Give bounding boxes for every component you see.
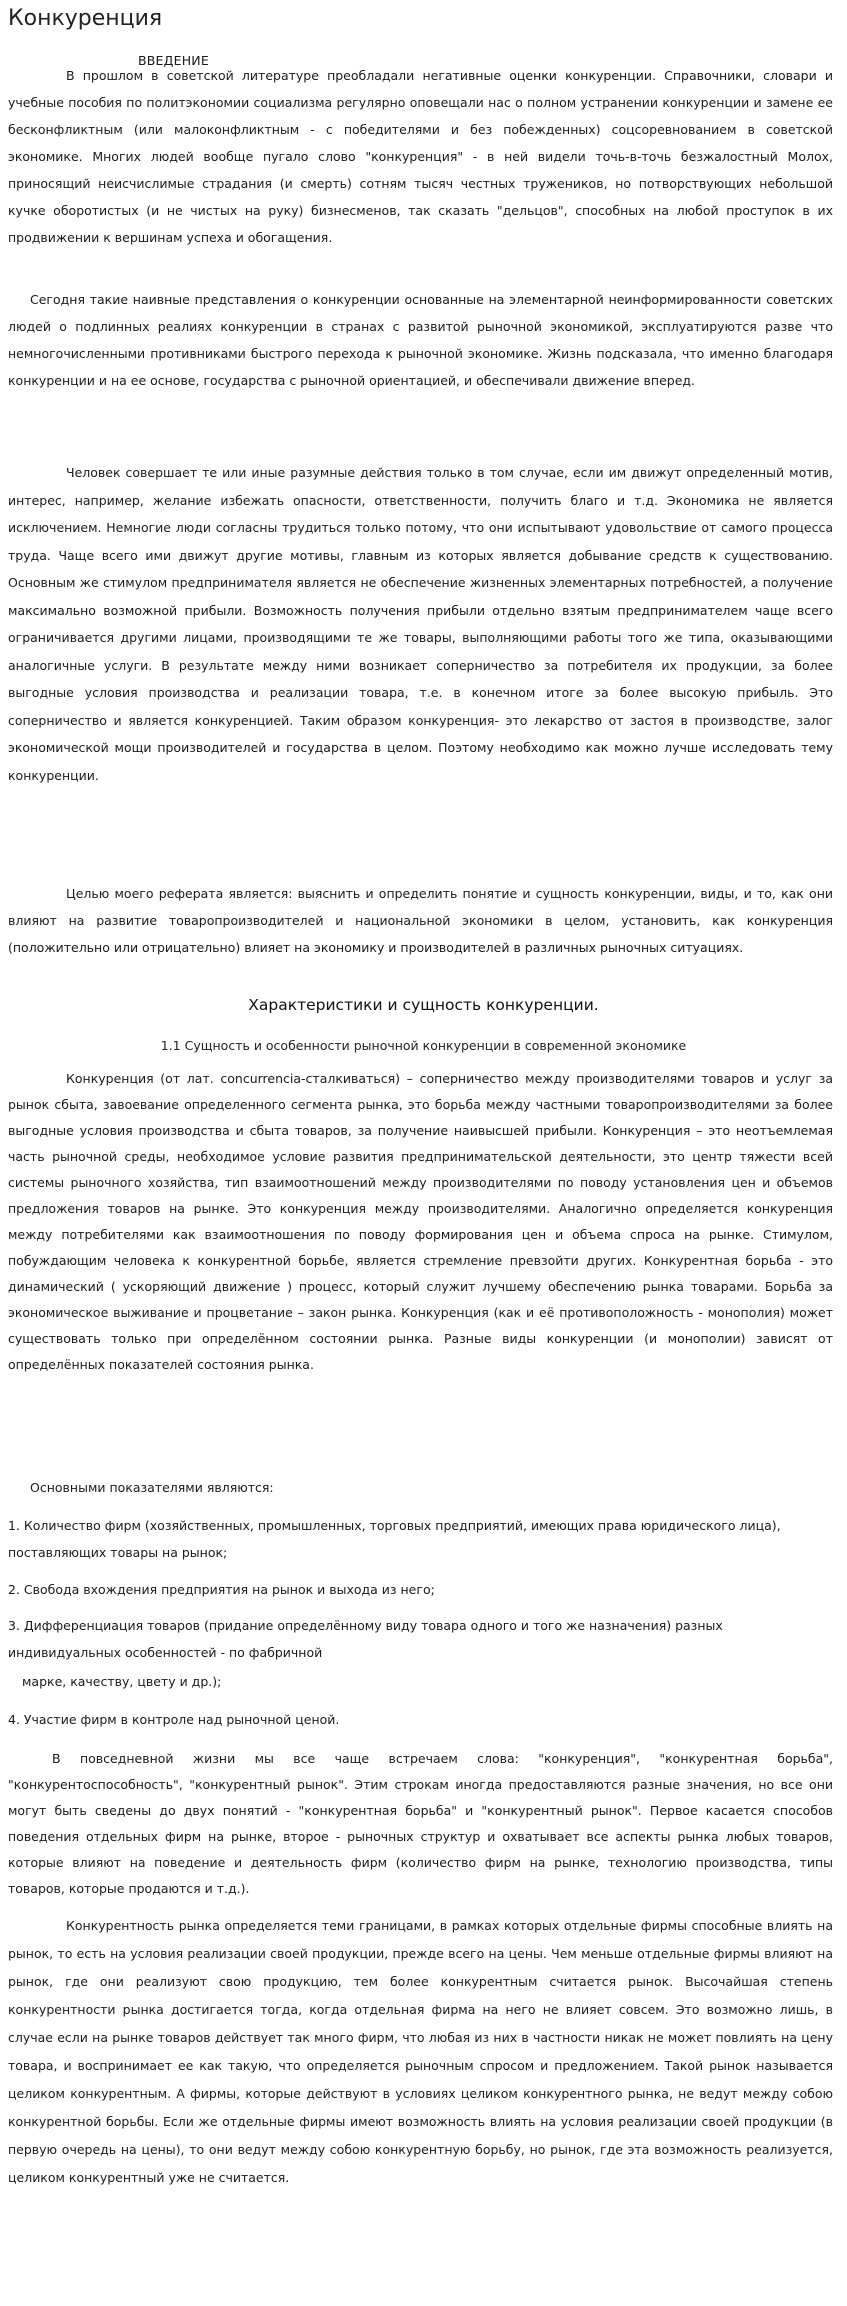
intro-paragraph-2-text: Сегодня такие наивные представления о конкуренции основанные на элементарной неинформированности советских людей о подлинных реалиях конкуренции в странах с развитой рыночной экономикой, эксплуатируются разве что немногочисленными противниками быстрого перехода к рыночной экономике. Жизнь подсказала, что именно благодаря конкуренции и на ее основе, государства с рыночной ориентацией, и обеспечивали движение вперед. [8,292,833,388]
intro-heading: ВВЕДЕНИЕ [138,53,209,68]
intro-paragraph-2 [8,286,833,394]
indicator-item-1: 1. Количество фирм (хозяйственных, промышленных, торговых предприятий, имеющих права юридического лица), поставляющих товары на рынок; [8,1518,781,1560]
subsection-title: 1.1 Сущность и особенности рыночной конкуренции в современной экономике [160,1038,687,1053]
intro-paragraph-4 [8,880,833,961]
section-title: Характеристики и сущность конкуренции. [248,996,599,1014]
section-paragraph-2 [8,1746,833,1902]
indicator-item-3-continued: марке, качеству, цвету и др.); [22,1674,222,1689]
section-paragraph-3 [8,1912,833,2192]
intro-paragraph-3 [8,459,833,789]
intro-paragraph-3-text: Человек совершает те или иные разумные действия только в том случае, если им движут определенный мотив, интерес, например, желание избежать опасности, ответственности, получить благо и т.д. Экономика не является исключением. Немногие люди согласны трудиться только потому, что они испытывают удовольствие от самого процесса труда. Чаще всего ими движут другие мотивы, главным из которых является добывание средств к существованию. Основным же стимулом предпринимателя является не обеспечение жизненных элементарных потребностей, а получение максимально возможной прибыли. Возможность получения прибыли отдельно взятым предпринимателем чаще всего ограничивается другими лицами, производящими те же товары, выполняющими работы того же типа, оказывающими аналогичные услуги. В результате между ними возникает соперничество за потребителя их продукции, за более выгодные условия производства и реализации товара, т.е. в конечном итоге за более высокую прибыль. Это соперничество и является конкуренцией. Таким образом конкуренция- это лекарство от застоя в производстве, залог экономической мощи производителей и государства в целом. Поэтому необходимо как можно лучше исследовать тему конкуренции. [8,465,833,783]
indicators-intro [8,1474,833,1501]
indicator-item-4: 4. Участие фирм в контроле над рыночной ценой. [8,1712,340,1727]
indicator-item-3: 3. Дифференциация товаров (придание определённому виду товара одного и того же назначения) разных индивидуальных особенностей - по фабричной [8,1618,723,1660]
indicator-item-2: 2. Свобода вхождения предприятия на рынок и выхода из него; [8,1582,435,1597]
intro-paragraph-4-text: Целью моего реферата является: выяснить и определить понятие и сущность конкуренции, виды, и то, как они влияют на развитие товаропроизводителей и национальной экономики в целом, установить, как конкуренция (положительно или отрицательно) влияет на экономику и производителей в различных рыночных ситуациях. [8,886,833,955]
section-paragraph-2-text: В повседневной жизни мы все чаще встречаем слова: "конкуренция", "конкурентная борьба", "конкурентоспособность", "конкурентный рынок". Этим строкам иногда предоставляются разные значения, но все они могут быть сведены до двух понятий - "конкурентная борьба" и "конкурентный рынок". Первое касается способов поведения отдельных фирм на рынке, второе - рыночных структур и охватывает все аспекты рынка любых товаров, которые влияют на поведение и деятельность фирм (количество фирм на рынке, технологию производства, типы товаров, которые продаются и т.д.). [8,1751,833,1896]
section-paragraph-3-text: Конкурентность рынка определяется теми границами, в рамках которых отдельные фирмы способные влиять на рынок, то есть на условия реализации своей продукции, прежде всего на цены. Чем меньше отдельные фирмы влияют на рынок, где они реализуют свою продукцию, тем более конкурентным считается рынок. Высочайшая степень конкурентности рынка достигается тогда, когда отдельная фирма на него не влияет совсем. Это возможно лишь, в случае если на рынке товаров действует так много фирм, что любая из них в частности никак не может повлиять на цену товара, и воспринимает ее как такую, что определяется рыночным спросом и предложением. Такой рынок называется целиком конкурентным. А фирмы, которые действуют в условиях целиком конкурентного рынка, не ведут между собою конкурентной борьбы. Если же отдельные фирмы имеют возможность влиять на условия реализации своей продукции (в первую очередь на цены), то они ведут между собою конкурентную борьбу, но рынок, где эта возможность реализуется, целиком конкурентный уже не считается. [8,1918,833,2185]
intro-paragraph-1 [8,62,833,251]
intro-paragraph-1-text: В прошлом в советской литературе преобладали негативные оценки конкуренции. Справочники, словари и учебные пособия по политэкономии социализма регулярно оповещали нас о полном устранении конкуренции и замене ее бесконфликтным (или малоконфликтным - с победителями и без побежденных) соцсоревнованием в советской экономике. Многих людей вообще пугало слово "конкуренция" - в ней видели точь-в-точь безжалостный Молох, приносящий неисчислимые страдания (и смерть) сотням тысяч честных тружеников, но потворствующих небольшой кучке оборотистых (и не чистых на руку) бизнесменов, так сказать "дельцов", способных на любой проступок в их продвижении к вершинам успеха и обогащения. [8,68,833,245]
section-paragraph-1-text: Конкуренция (от лат. concurrencia-сталкиваться) – соперничество между производителями товаров и услуг за рынок сбыта, завоевание определенного сегмента рынка, это борьба между частными товаропроизводителями за более выгодные условия производства и сбыта товаров, за получение наивысшей прибыли. Конкуренция – это неотъемлемая часть рыночной среды, необходимое условие развития предпринимательской деятельности, это центр тяжести всей системы рыночного хозяйства, тип взаимоотношений между производителями по поводу установления цен и объемов предложения товаров на рынке. Это конкуренция между производителями. Аналогично определяется конкуренция между потребителями как взаимоотношения по поводу формирования цен и объема спроса на рынке. Стимулом, побуждающим человека к конкурентной борьбе, является стремление превзойти других. Конкурентная борьба - это динамический ( ускоряющий движение ) процесс, который служит лучшему обеспечению рынка товарами. Борьба за экономическое выживание и процветание – закон рынка. Конкуренция (как и её противоположность - монополия) может существовать только при определённом состоянии рынка. Разные виды конкуренции (и монополии) зависят от определённых показателей состояния рынка. [8,1071,833,1372]
page-title: Конкуренция [8,6,163,31]
section-paragraph-1 [8,1066,833,1378]
indicators-intro-text: Основными показателями являются: [30,1480,274,1495]
